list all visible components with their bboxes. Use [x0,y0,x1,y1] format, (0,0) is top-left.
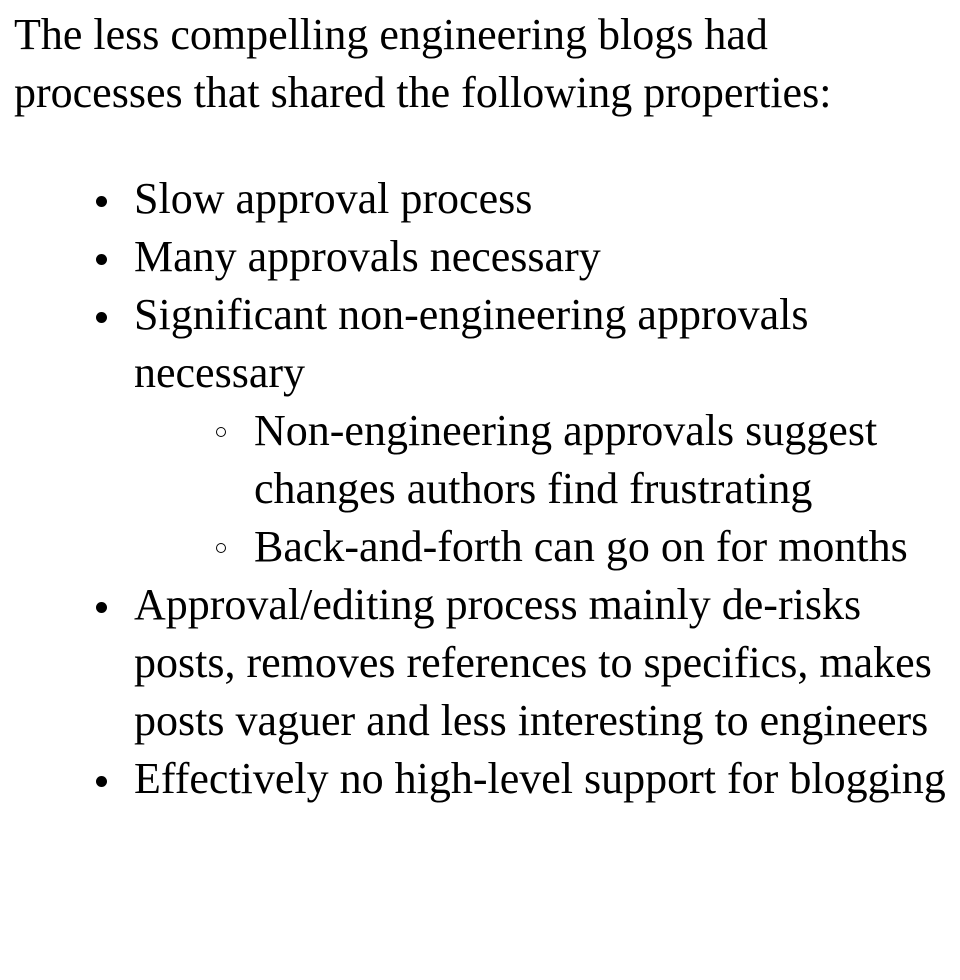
list-item [134,576,949,750]
circle-bullet-icon [216,427,226,437]
list-item-text: Many approvals necessary [134,232,601,281]
disc-bullet-icon [96,312,107,323]
properties-list [134,170,949,808]
nested-list [134,402,949,576]
list-item [134,286,949,576]
nested-list-item [254,518,949,576]
list-item [134,170,949,228]
disc-bullet-icon [96,196,107,207]
list-item-text: Slow approval process [134,174,533,223]
list-item-text: Approval/editing process mainly de-risks posts, removes references to specifics, makes posts vaguer and less interesting to engineers [134,580,932,745]
intro-paragraph: The less compelling engineering blogs had processes that shared the following properties: [14,10,832,117]
list-item [134,750,949,808]
list-item [134,228,949,286]
list-item-text: Effectively no high-level support for blogging [134,754,946,803]
nested-list-item-text: Back-and-forth can go on for months [254,522,908,571]
list-item-text: Significant non-engineering approvals necessary [134,290,809,397]
nested-list-item-text: Non-engineering approvals suggest changes authors find frustrating [254,406,878,513]
disc-bullet-icon [96,254,107,265]
circle-bullet-icon [216,543,226,553]
disc-bullet-icon [96,602,107,613]
nested-list-item [254,402,949,518]
disc-bullet-icon [96,776,107,787]
